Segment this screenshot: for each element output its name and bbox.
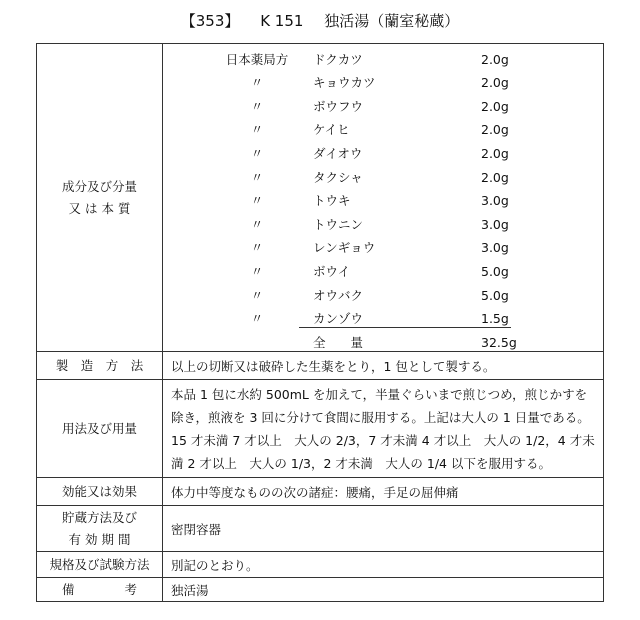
ingredient-row	[163, 50, 603, 70]
ingredient-source: 〃	[250, 216, 264, 232]
ingredient-source: 〃	[250, 145, 264, 161]
storage-text: 密閉容器	[163, 506, 604, 552]
ingredient-amount: 2.0g	[481, 122, 509, 138]
ingredient-name: レンギョウ	[313, 240, 376, 256]
total-label: 全 量	[313, 334, 364, 350]
ingredient-row	[163, 238, 603, 258]
remarks-text: 独活湯	[163, 578, 604, 602]
efficacy-text: 体力中等度なものの次の諸症：腰痛，手足の屈伸痛	[163, 478, 604, 506]
ingredient-source: 〃	[250, 75, 264, 91]
total-amount: 32.5g	[481, 334, 517, 350]
ingredient-row	[163, 120, 603, 140]
specs-label: 規格及び試験方法	[37, 552, 163, 578]
ingredient-amount: 5.0g	[481, 287, 509, 303]
ingredient-amount: 3.0g	[481, 240, 509, 256]
ingredient-row	[163, 215, 603, 235]
ingredient-source: 〃	[250, 98, 264, 114]
ingredient-name: ドクカツ	[313, 51, 363, 67]
ingredient-source: 〃	[250, 287, 264, 303]
composition-cell	[163, 44, 604, 352]
ingredient-name: キョウカツ	[313, 75, 376, 91]
ingredient-source: 〃	[250, 311, 264, 327]
ingredient-row	[163, 286, 603, 306]
ingredient-name: トウキ	[313, 193, 351, 209]
ingredient-row	[163, 97, 603, 117]
ingredient-row	[163, 144, 603, 164]
composition-row	[37, 44, 604, 352]
ingredient-row	[163, 191, 603, 211]
usage-line: 15 才未満 7 才以上 大人の 2/3，7 才未満 4 才以上 大人の 1/2，4 才未	[171, 432, 595, 448]
composition-label: 成分及び分量 又 は 本 質	[37, 44, 163, 352]
usage-cell	[163, 380, 604, 478]
ingredient-amount: 1.5g	[481, 311, 509, 327]
ingredient-name: ケイヒ	[313, 122, 350, 138]
usage-line: 満 2 才以上 大人の 1/3，2 才未満 大人の 1/4 以下を服用する。	[171, 455, 551, 471]
ingredient-name: タクシャ	[313, 169, 363, 185]
page-title	[0, 10, 640, 31]
usage-line: 除き，煎液を 3 回に分けて食間に服用する。上記は大人の 1 日量である。	[171, 409, 590, 425]
ingredient-name: ダイオウ	[313, 145, 363, 161]
ingredient-amount: 2.0g	[481, 51, 509, 67]
ingredient-row	[163, 262, 603, 282]
ingredient-name: ボウイ	[313, 263, 351, 279]
ingredient-name: カンゾウ	[313, 311, 364, 327]
ingredient-source: 〃	[250, 193, 264, 209]
item-number: 【353】	[180, 12, 240, 30]
total-divider	[299, 327, 511, 328]
specs-text: 別記のとおり。	[163, 552, 604, 578]
efficacy-row	[37, 478, 604, 506]
ingredient-name: オウバク	[313, 287, 364, 303]
ingredient-list	[163, 46, 603, 350]
usage-text	[163, 381, 603, 477]
ingredient-source: 日本薬局方	[225, 51, 289, 67]
ingredient-amount: 2.0g	[481, 98, 509, 114]
ingredient-amount: 5.0g	[481, 263, 509, 279]
manufacturing-text: 以上の切断又は破砕した生薬をとり，1 包として製する。	[163, 352, 604, 380]
ingredient-source: 〃	[250, 240, 264, 256]
remarks-label: 備 考	[37, 578, 163, 602]
usage-row	[37, 380, 604, 478]
usage-line: 本品 1 包に水約 500mL を加えて，半量ぐらいまで煎じつめ，煎じかすを	[171, 386, 588, 402]
ingredient-amount: 2.0g	[481, 169, 509, 185]
ingredient-source: 〃	[250, 169, 264, 185]
usage-label: 用法及び用量	[37, 380, 163, 478]
efficacy-label: 効能又は効果	[37, 478, 163, 506]
ingredient-amount: 3.0g	[481, 193, 509, 209]
formula-name: 独活湯（蘭室秘蔵）	[324, 12, 460, 30]
formula-table	[36, 43, 604, 602]
ingredient-name: トウニン	[313, 216, 364, 232]
storage-row	[37, 506, 604, 552]
ingredient-amount: 2.0g	[481, 145, 509, 161]
total-row	[163, 333, 603, 353]
ingredient-source: 〃	[250, 263, 264, 279]
manufacturing-label: 製 造 方 法	[37, 352, 163, 380]
ingredient-source: 〃	[250, 122, 264, 138]
formula-code: K 151	[260, 12, 304, 30]
ingredient-name: ボウフウ	[313, 98, 364, 114]
manufacturing-row	[37, 352, 604, 380]
specs-row	[37, 552, 604, 578]
storage-label: 貯蔵方法及び 有 効 期 間	[37, 506, 163, 552]
ingredient-row	[163, 168, 603, 188]
ingredient-amount: 3.0g	[481, 216, 509, 232]
remarks-row	[37, 578, 604, 602]
ingredient-row	[163, 73, 603, 93]
ingredient-amount: 2.0g	[481, 75, 509, 91]
